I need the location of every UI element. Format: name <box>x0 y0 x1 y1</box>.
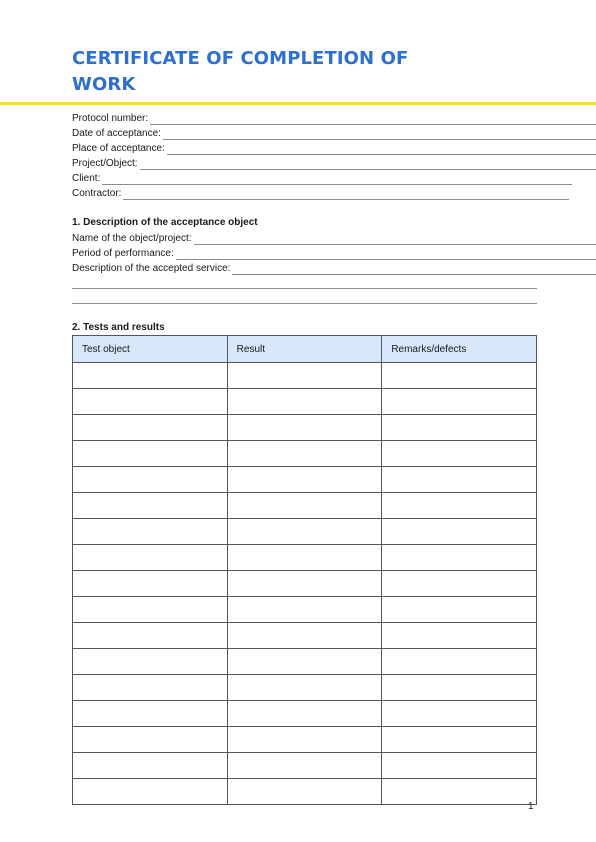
table-cell[interactable] <box>382 493 537 519</box>
table-row <box>73 597 537 623</box>
place-of-acceptance-field[interactable] <box>72 141 596 155</box>
field-label: Name of the object/project: <box>72 233 192 244</box>
table-cell[interactable] <box>227 415 382 441</box>
blank-line[interactable] <box>163 129 596 140</box>
blank-line[interactable] <box>150 114 596 125</box>
table-cell[interactable] <box>382 571 537 597</box>
table-row <box>73 415 537 441</box>
table-cell[interactable] <box>382 389 537 415</box>
table-row <box>73 649 537 675</box>
table-cell[interactable] <box>382 519 537 545</box>
table-cell[interactable] <box>73 571 228 597</box>
table-cell[interactable] <box>73 363 228 389</box>
table-cell[interactable] <box>73 519 228 545</box>
blank-line[interactable] <box>123 189 569 200</box>
blank-line[interactable] <box>232 264 596 275</box>
table-row <box>73 701 537 727</box>
field-label: Protocol number: <box>72 113 149 124</box>
table-cell[interactable] <box>382 441 537 467</box>
table-cell[interactable] <box>73 441 228 467</box>
object-name-field[interactable] <box>72 231 596 245</box>
table-cell[interactable] <box>73 389 228 415</box>
table-cell[interactable] <box>73 623 228 649</box>
table-cell[interactable] <box>73 597 228 623</box>
table-cell[interactable] <box>73 701 228 727</box>
table-cell[interactable] <box>227 571 382 597</box>
table-cell[interactable] <box>227 441 382 467</box>
table-cell[interactable] <box>227 675 382 701</box>
table-cell[interactable] <box>227 597 382 623</box>
table-cell[interactable] <box>227 389 382 415</box>
column-header-remarks: Remarks/defects <box>382 336 537 363</box>
table-row <box>73 675 537 701</box>
protocol-number-field[interactable] <box>72 111 596 125</box>
tests-results-table <box>72 335 537 805</box>
field-label: Description of the accepted service: <box>72 263 231 274</box>
table-cell[interactable] <box>227 701 382 727</box>
column-header-result: Result <box>227 336 382 363</box>
table-row <box>73 623 537 649</box>
section-1-title: 1. Description of the acceptance object <box>72 217 258 228</box>
table-row <box>73 467 537 493</box>
table-cell[interactable] <box>73 727 228 753</box>
field-label: Period of performance: <box>72 248 174 259</box>
description-continuation-line[interactable] <box>72 288 537 289</box>
table-cell[interactable] <box>382 415 537 441</box>
table-cell[interactable] <box>73 545 228 571</box>
table-row <box>73 363 537 389</box>
table-cell[interactable] <box>227 727 382 753</box>
table-header-row <box>73 336 537 363</box>
table-row <box>73 571 537 597</box>
table-cell[interactable] <box>382 753 537 779</box>
table-body <box>73 363 537 805</box>
description-continuation-line[interactable] <box>72 303 537 304</box>
table-row <box>73 441 537 467</box>
project-object-field[interactable] <box>72 156 596 170</box>
table-cell[interactable] <box>227 545 382 571</box>
blank-line[interactable] <box>140 159 596 170</box>
table-cell[interactable] <box>382 545 537 571</box>
client-field[interactable] <box>72 171 572 185</box>
table-cell[interactable] <box>382 727 537 753</box>
table-cell[interactable] <box>73 467 228 493</box>
period-of-performance-field[interactable] <box>72 246 596 260</box>
table-cell[interactable] <box>227 779 382 805</box>
field-label: Project/Object: <box>72 158 138 169</box>
table-cell[interactable] <box>227 649 382 675</box>
table-cell[interactable] <box>382 623 537 649</box>
table-cell[interactable] <box>227 467 382 493</box>
table-row <box>73 519 537 545</box>
table-cell[interactable] <box>382 779 537 805</box>
table-row <box>73 389 537 415</box>
blank-line[interactable] <box>102 174 572 185</box>
table-cell[interactable] <box>382 597 537 623</box>
table-cell[interactable] <box>382 701 537 727</box>
table-cell[interactable] <box>227 363 382 389</box>
table-row <box>73 727 537 753</box>
table-cell[interactable] <box>227 493 382 519</box>
table-row <box>73 545 537 571</box>
blank-line[interactable] <box>167 144 596 155</box>
table-cell[interactable] <box>73 779 228 805</box>
table-cell[interactable] <box>73 493 228 519</box>
table-cell[interactable] <box>382 649 537 675</box>
table-cell[interactable] <box>227 519 382 545</box>
table-cell[interactable] <box>73 649 228 675</box>
contractor-field[interactable] <box>72 186 569 200</box>
field-label: Place of acceptance: <box>72 143 165 154</box>
date-of-acceptance-field[interactable] <box>72 126 596 140</box>
service-description-field[interactable] <box>72 261 596 275</box>
page-number: 1 <box>528 801 534 812</box>
title-divider <box>0 102 596 105</box>
table-cell[interactable] <box>73 415 228 441</box>
table-cell[interactable] <box>227 623 382 649</box>
blank-line[interactable] <box>176 249 596 260</box>
column-header-test-object: Test object <box>73 336 228 363</box>
document-title: CERTIFICATE OF COMPLETION OF WORK <box>72 48 409 95</box>
field-label: Client: <box>72 173 101 184</box>
table-row <box>73 753 537 779</box>
field-label: Contractor: <box>72 188 122 199</box>
table-cell[interactable] <box>382 675 537 701</box>
table-cell[interactable] <box>382 467 537 493</box>
section-2-title: 2. Tests and results <box>72 322 165 333</box>
table-row <box>73 779 537 805</box>
table-cell[interactable] <box>382 363 537 389</box>
table-row <box>73 493 537 519</box>
table-cell[interactable] <box>227 753 382 779</box>
table-cell[interactable] <box>73 753 228 779</box>
blank-line[interactable] <box>194 234 596 245</box>
field-label: Date of acceptance: <box>72 128 161 139</box>
table-cell[interactable] <box>73 675 228 701</box>
